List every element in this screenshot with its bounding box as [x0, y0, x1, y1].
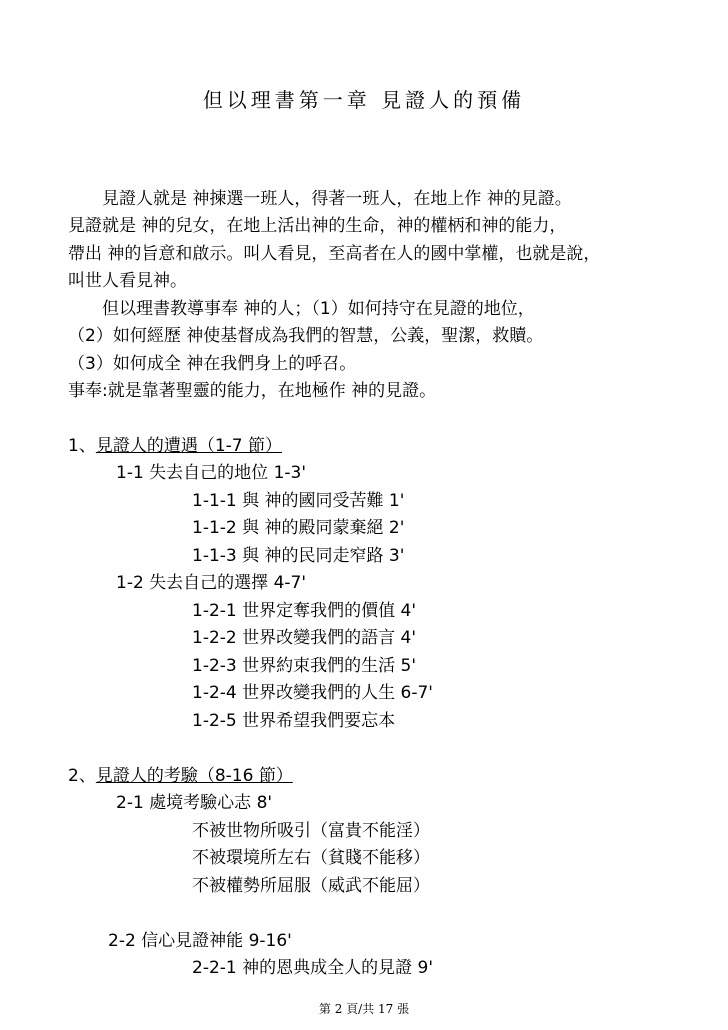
section-1-number: 1、 — [68, 436, 96, 456]
outline-item: 1-1-1 與 神的國同受苦難 1' — [192, 491, 405, 511]
intro-line: 見證人就是 神揀選一班人，得著一班人，在地上作 神的見證。 — [68, 189, 572, 209]
outline-item: 1-2-3 世界約束我們的生活 5' — [192, 656, 417, 676]
outline-item: 1-2-5 世界希望我們要忘本 — [192, 711, 396, 731]
intro-line: 事奉:就是靠著聖靈的能力，在地極作 神的見證。 — [68, 381, 437, 401]
intro-line: 見證就是 神的兒女，在地上活出神的生命，神的權柄和神的能力， — [68, 216, 567, 236]
section-2-number: 2、 — [68, 766, 96, 786]
intro-line: 叫世人看見神。 — [68, 271, 187, 291]
section-2-title: 見證人的考驗（8-16 節） — [95, 766, 293, 786]
section-1-heading — [68, 431, 282, 456]
section-1-title: 見證人的遭遇（1-7 節） — [95, 436, 282, 456]
outline-item: 2-2-1 神的恩典成全人的見證 9' — [192, 958, 434, 978]
outline-item: 不被世物所吸引（富貴不能淫） — [192, 821, 430, 841]
outline-item: 1-2-4 世界改變我們的人生 6-7' — [192, 683, 433, 703]
outline-item: 1-1-3 與 神的民同走窄路 3' — [192, 546, 405, 566]
outline-item: 不被權勢所屈服（威武不能屈） — [192, 876, 430, 896]
section-2-heading — [68, 761, 293, 786]
subsection-2-2: 2-2 信心見證神能 9-16' — [108, 931, 292, 951]
subsection-1-1: 1-1 失去自己的地位 1-3' — [116, 463, 307, 483]
subsection-2-1: 2-1 處境考驗心志 8' — [116, 793, 273, 813]
page-title: 但以理書第一章 見證人的預備 — [202, 88, 526, 112]
outline-item: 不被環境所左右（貧賤不能移） — [192, 848, 430, 868]
intro-line: （3）如何成全 神在我們身上的呼召。 — [68, 354, 357, 374]
page-footer: 第 2 頁/共 17 張 — [318, 1002, 410, 1016]
outline-item: 1-1-2 與 神的殿同蒙棄絕 2' — [192, 518, 405, 538]
intro-line: （2）如何經歷 神使基督成為我們的智慧，公義，聖潔，救贖。 — [68, 326, 544, 346]
subsection-1-2: 1-2 失去自己的選擇 4-7' — [116, 573, 307, 593]
intro-line: 帶出 神的旨意和啟示。叫人看見，至高者在人的國中掌權，也就是說， — [68, 244, 601, 264]
intro-line: 但以理書教導事奉 神的人；（1）如何持守在見證的地位， — [68, 299, 535, 319]
outline-item: 1-2-1 世界定奪我們的價值 4' — [192, 601, 417, 621]
outline-item: 1-2-2 世界改變我們的語言 4' — [192, 628, 417, 648]
